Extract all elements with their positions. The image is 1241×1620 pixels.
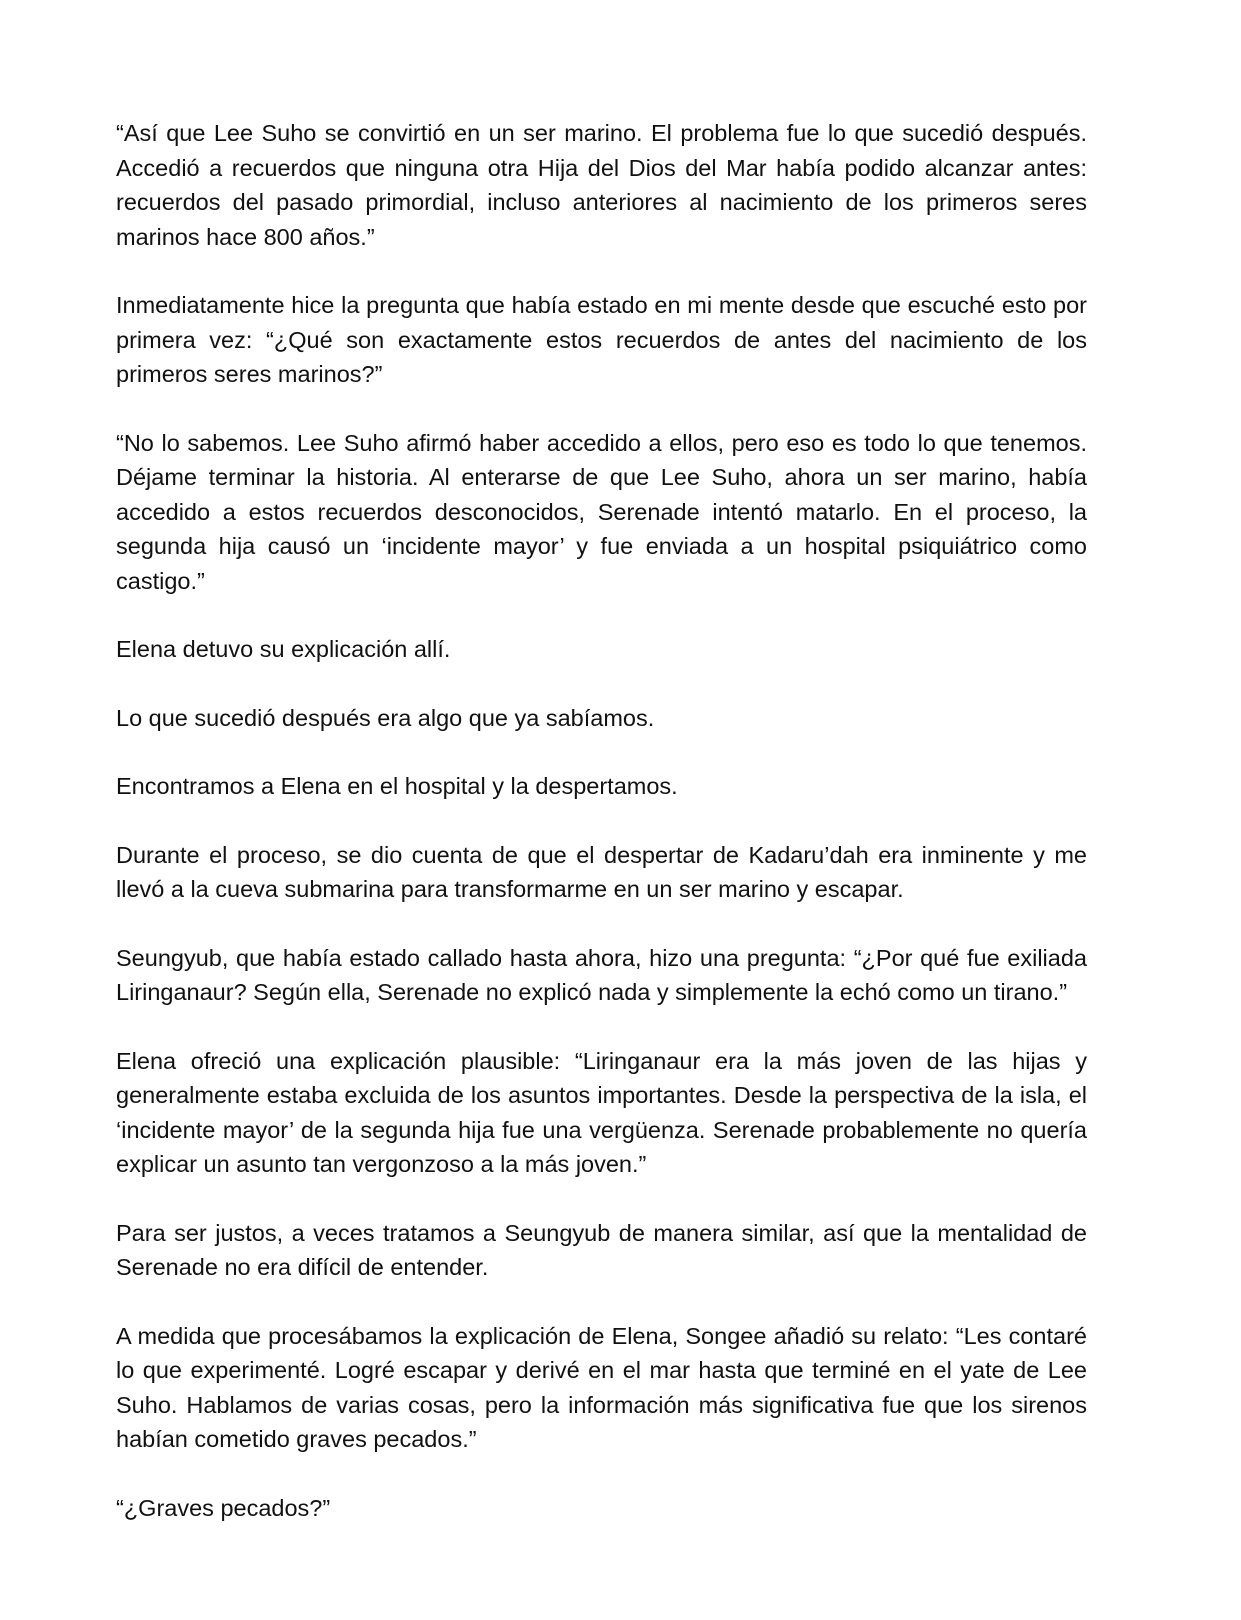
paragraph-6: Encontramos a Elena en el hospital y la despertamos. [116, 773, 678, 799]
paragraph-1: “Así que Lee Suho se convirtió en un ser marino. El problema fue lo que sucedió después. Accedió a recuerdos que ninguna otra Hija del Dios del Mar había podido alcanzar antes: recuerdos del pasado primordial, incluso anteriores al nacimiento de los primeros seres marinos hace 800 años.” [116, 120, 1087, 250]
paragraph-2: Inmediatamente hice la pregunta que había estado en mi mente desde que escuché esto por primera vez: “¿Qué son exactamente estos recuerdos de antes del nacimiento de los primeros seres marinos?” [116, 292, 1087, 387]
paragraph-3: “No lo sabemos. Lee Suho afirmó haber accedido a ellos, pero eso es todo lo que tenemos. Déjame terminar la historia. Al enterarse de que Lee Suho, ahora un ser marino, había accedido a estos recuerdos desconocidos, Serenade intentó matarlo. En el proceso, la segunda hija causó un ‘incidente mayor’ y fue enviada a un hospital psiquiátrico como castigo.” [116, 429, 1087, 594]
paragraph-9: Elena ofreció una explicación plausible: “Liringanaur era la más joven de las hijas y generalmente estaba excluida de los asuntos importantes. Desde la perspectiva de la isla, el ‘incidente mayor’ de la segunda hija fue una vergüenza. Serenade probablemente no quería explicar un asunto tan vergonzoso a la más joven.” [116, 1047, 1087, 1177]
paragraph-5: Lo que sucedió después era algo que ya sabíamos. [116, 704, 655, 731]
paragraph-8: Seungyub, que había estado callado hasta ahora, hizo una pregunta: “¿Por qué fue exiliada Liringanaur? Según ella, Serenade no explicó nada y simplemente la echó como un tirano.” [116, 944, 1087, 1005]
paragraph-4: Elena detuvo su explicación allí. [116, 636, 451, 662]
paragraph-10: Para ser justos, a veces tratamos a Seungyub de manera similar, así que la mentalidad de Serenade no era difícil de entender. [116, 1219, 1087, 1280]
paragraph-7: Durante el proceso, se dio cuenta de que el despertar de Kadaru’dah era inminente y me llevó a la cueva submarina para transformarme en un ser marino y escapar. [116, 841, 1087, 902]
document-page [116, 116, 1087, 1525]
paragraph-11: A medida que procesábamos la explicación de Elena, Songee añadió su relato: “Les contaré lo que experimenté. Logré escapar y derivé en el mar hasta que terminé en el yate de Lee Suho. Hablamos de varias cosas, pero la información más significativa fue que los sirenos habían cometido graves pecados.” [116, 1322, 1087, 1452]
paragraph-12: “¿Graves pecados?” [116, 1494, 331, 1521]
